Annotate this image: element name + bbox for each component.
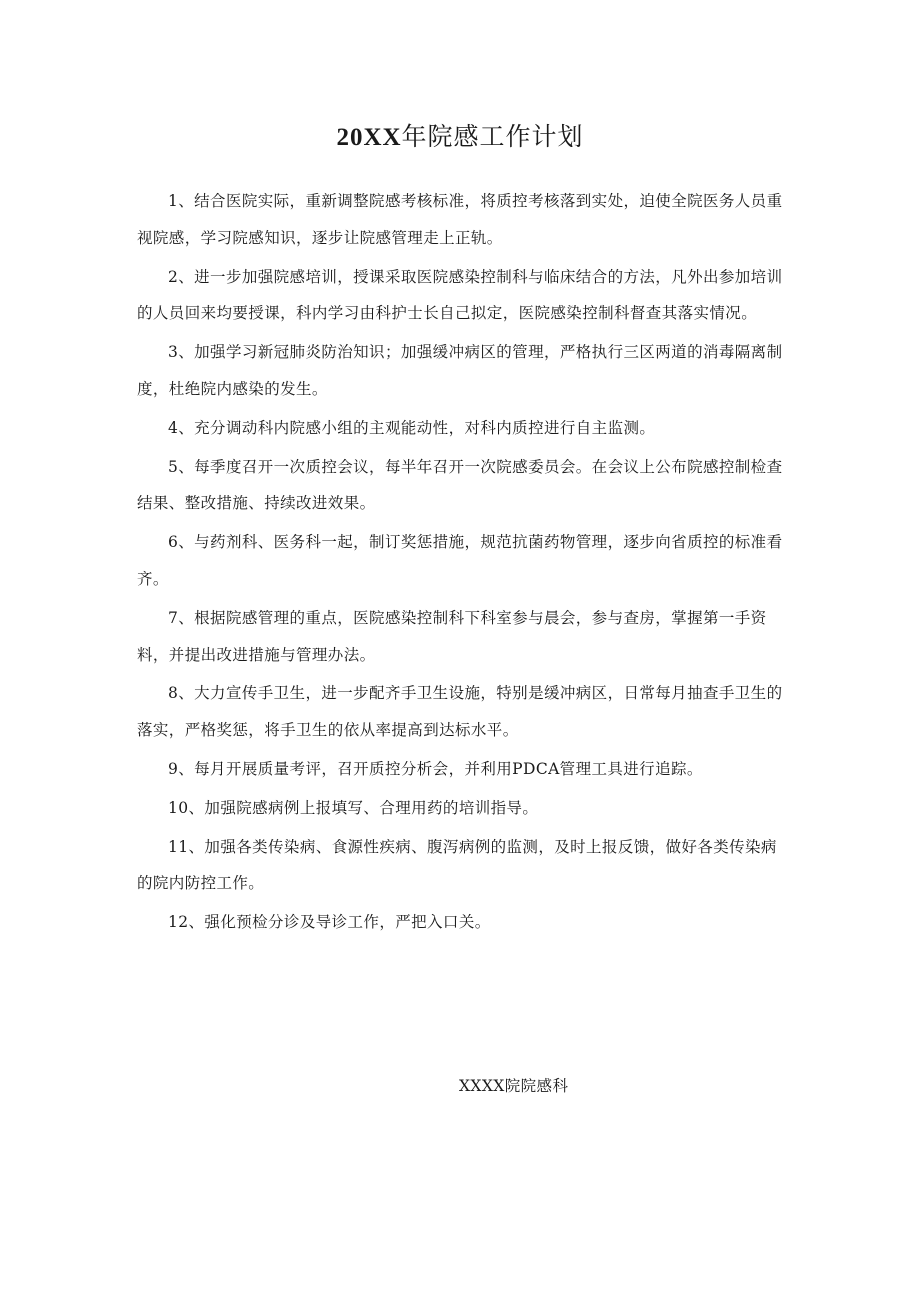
title-year: 20XX bbox=[336, 124, 402, 151]
paragraph-8: 8、大力宣传手卫生，进一步配齐手卫生设施，特别是缓冲病区，日常每月抽查手卫生的落实，严格奖惩，将手卫生的依从率提高到达标水平。 bbox=[137, 684, 783, 740]
paragraph-1: 1、结合医院实际，重新调整院感考核标准，将质控考核落到实处，迫使全院医务人员重视院感，学习院感知识，逐步让院感管理走上正轨。 bbox=[137, 192, 783, 247]
paragraph-2: 2、进一步加强院感培训，授课采取医院感染控制科与临床结合的方法，凡外出参加培训的人员回来均要授课，科内学习由科护士长自己拟定，医院感染控制科督查其落实情况。 bbox=[137, 267, 783, 323]
paragraph-3: 3、加强学习新冠肺炎防治知识；加强缓冲病区的管理，严格执行三区两道的消毒隔离制度，杜绝院内感染的发生。 bbox=[137, 343, 783, 398]
paragraph-4: 4、充分调动科内院感小组的主观能动性，对科内质控进行自主监测。 bbox=[168, 418, 656, 437]
document-title bbox=[0, 117, 920, 158]
document-body bbox=[137, 183, 787, 943]
paragraph-5: 5、每季度召开一次质控会议，每半年召开一次院感委员会。在会议上公布院感控制检查结果、整改措施、持续改进效果。 bbox=[137, 457, 783, 513]
paragraph-9: 9、每月开展质量考评，召开质控分析会，并利用PDCA管理工具进行追踪。 bbox=[168, 759, 703, 778]
paragraph-7: 7、根据院感管理的重点，医院感染控制科下科室参与晨会，参与查房，掌握第一手资料，并提出改进措施与管理办法。 bbox=[137, 608, 767, 664]
paragraph-6: 6、与药剂科、医务科一起，制订奖惩措施，规范抗菌药物管理，逐步向省质控的标准看齐。 bbox=[137, 533, 783, 588]
paragraph-10: 10、加强院感病例上报填写、合理用药的培训指导。 bbox=[168, 798, 539, 817]
paragraph-12: 12、强化预检分诊及导诊工作，严把入口关。 bbox=[168, 913, 491, 932]
title-text: 年院感工作计划 bbox=[401, 122, 584, 151]
signature: XXXX院院感科 bbox=[459, 1077, 569, 1095]
paragraph-11: 11、加强各类传染病、食源性疾病、腹泻病例的监测，及时上报反馈，做好各类传染病的院内防控工作。 bbox=[137, 837, 777, 893]
